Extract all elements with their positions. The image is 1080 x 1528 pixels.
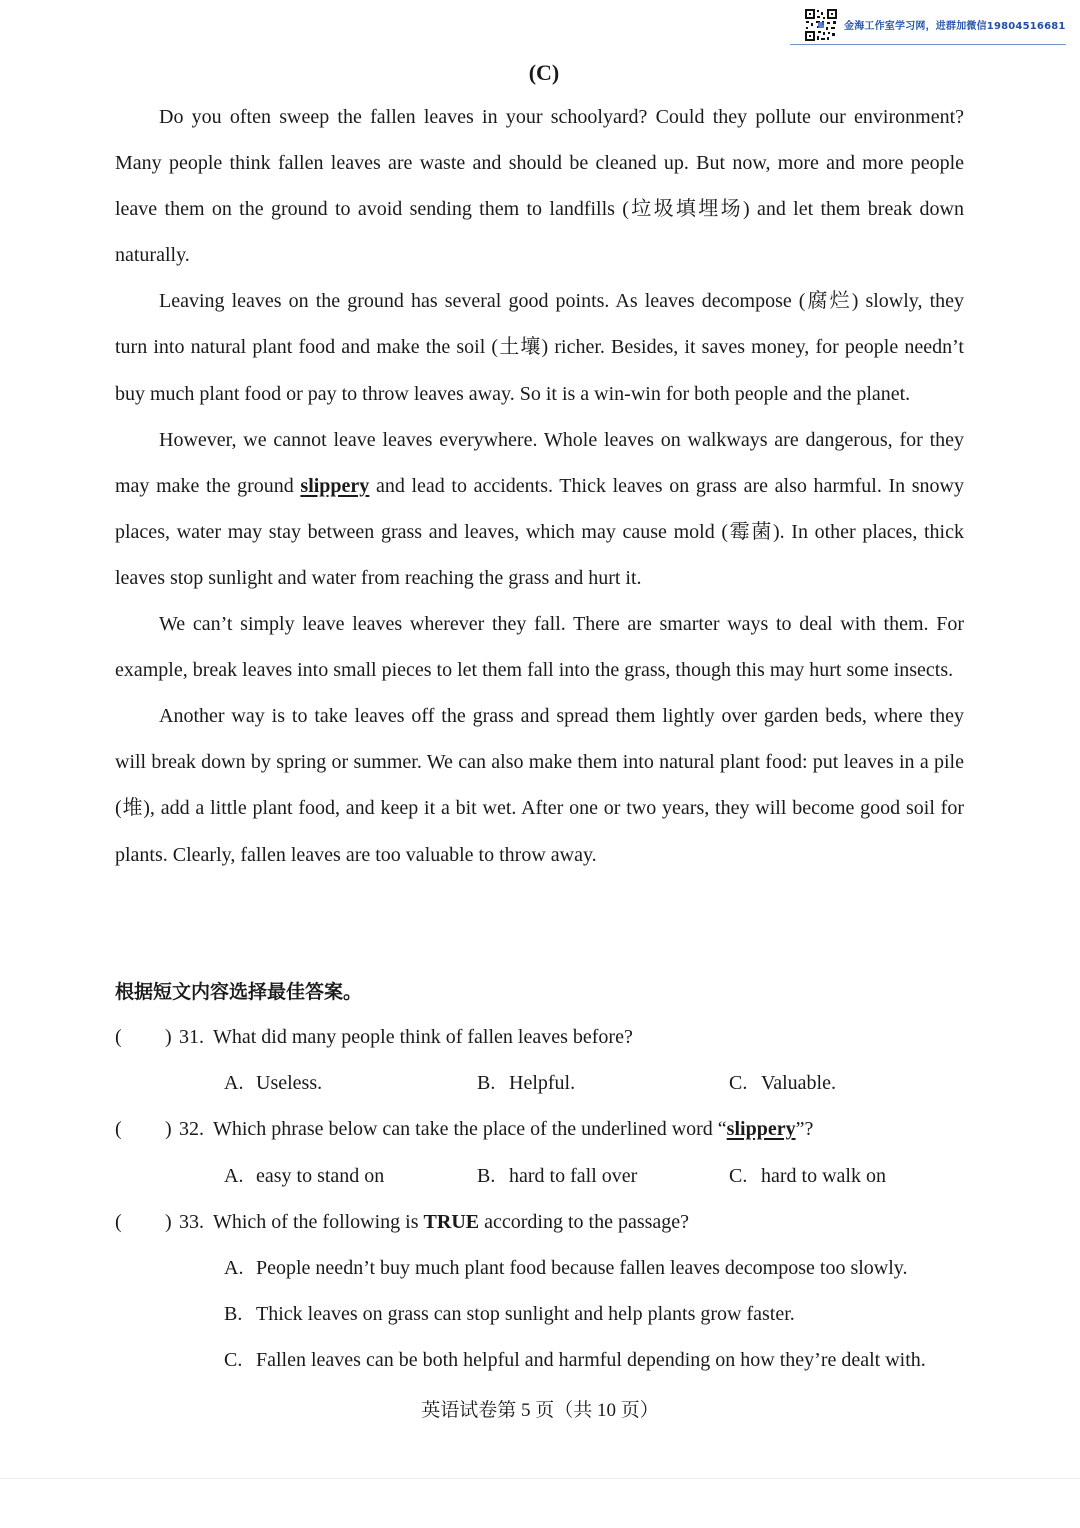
- q33-option-a: [224, 1253, 907, 1283]
- option-letter: A.: [224, 1165, 244, 1187]
- option-letter: B.: [224, 1303, 243, 1325]
- page-bottom-edge: [0, 1478, 1080, 1479]
- q33-option-c: [224, 1345, 926, 1375]
- passage-paragraph-1: Do you often sweep the fallen leaves in your schoolyard? Could they pollute our environment? Many people think fallen leaves are waste and should be cleaned up. But now, more and more people leave them on the ground to avoid sending them to landfills (垃圾填埋场) and let them break down naturally.: [115, 106, 964, 267]
- q31-option-a: [224, 1068, 322, 1098]
- answer-bracket-close: ): [165, 1026, 172, 1048]
- option-letter: B.: [477, 1165, 496, 1187]
- answer-bracket-close: ): [165, 1211, 172, 1233]
- answer-bracket-open: (: [115, 1118, 122, 1140]
- answer-bracket-open: (: [115, 1211, 122, 1233]
- emphasized-word: TRUE: [423, 1211, 480, 1233]
- paragraph-3-text-before: However, we cannot leave leaves everywhere. Whole leaves on walkways are dangerous, for they may make the ground: [115, 428, 964, 497]
- option-letter: A.: [224, 1072, 244, 1094]
- option-letter: C.: [729, 1165, 748, 1187]
- q33-option-b: [224, 1299, 795, 1329]
- passage-paragraph-4: We can’t simply leave leaves wherever they fall. There are smarter ways to deal with them. For example, break leaves into small pieces to let them fall into the grass, though this may hurt some insects.: [115, 613, 964, 682]
- paragraph-3-text-after: and lead to accidents. Thick leaves on grass are also harmful. In snowy places, water may stay between grass and leaves, which may cause mold (霉菌). In other places, thick leaves stop sunlight and water from reaching the grass and hurt it.: [115, 474, 964, 589]
- question-text: [213, 1114, 813, 1144]
- question-text-before: Which of the following is: [213, 1211, 424, 1233]
- qr-code-icon: [804, 8, 838, 42]
- option-letter: A.: [224, 1257, 244, 1279]
- option-text: Thick leaves on grass can stop sunlight and help plants grow faster.: [256, 1303, 795, 1325]
- option-letter: C.: [729, 1072, 748, 1094]
- underlined-word: slippery: [300, 474, 370, 497]
- passage-paragraph-2: Leaving leaves on the ground has several good points. As leaves decompose (腐烂) slowly, they turn into natural plant food and make the soil (土壤) richer. Besides, it saves money, for people needn’t buy much plant food or pay to throw leaves away. So it is a win-win for both people and the planet.: [115, 290, 964, 405]
- header-stamp: [804, 6, 1064, 46]
- answer-bracket-close: ): [165, 1118, 172, 1140]
- underlined-word: slippery: [726, 1118, 796, 1140]
- question-text-after: ”?: [795, 1118, 814, 1140]
- passage-paragraph-3: [115, 417, 964, 601]
- q32-option-c: [729, 1161, 886, 1191]
- reading-passage: [115, 94, 964, 878]
- question-number: 31.: [179, 1026, 204, 1048]
- q31-option-b: [477, 1068, 575, 1098]
- header-stamp-text: 金海工作室学习网，进群加微信19804516681: [844, 21, 1066, 32]
- q32-option-b: [477, 1161, 637, 1191]
- header-divider: [790, 44, 1066, 45]
- passage-paragraph-5: Another way is to take leaves off the grass and spread them lightly over garden beds, where they will break down by spring or summer. We can also make them into natural plant food: put leaves in a pile (堆), add a little plant food, and keep it a bit wet. After one or two years, they will become good soil for plants. Clearly, fallen leaves are too valuable to throw away.: [115, 705, 964, 866]
- answer-bracket-open: (: [115, 1026, 122, 1048]
- option-text: hard to walk on: [761, 1165, 886, 1187]
- option-text: Fallen leaves can be both helpful and harmful depending on how they’re dealt with.: [256, 1349, 926, 1371]
- question-text: [213, 1207, 689, 1237]
- question-instruction: 根据短文内容选择最佳答案。: [115, 981, 363, 1003]
- question-text: What did many people think of fallen leaves before?: [213, 1026, 633, 1048]
- option-text: Useless.: [256, 1072, 323, 1094]
- option-text: Helpful.: [509, 1072, 576, 1094]
- option-text: hard to fall over: [509, 1165, 638, 1187]
- option-letter: C.: [224, 1349, 243, 1371]
- question-number: 33.: [179, 1211, 204, 1233]
- question-text-after: according to the passage?: [479, 1211, 690, 1233]
- q31-option-c: [729, 1068, 836, 1098]
- q32-option-a: [224, 1161, 384, 1191]
- question-text-before: Which phrase below can take the place of the underlined word “: [213, 1118, 727, 1140]
- option-text: easy to stand on: [256, 1165, 385, 1187]
- question-number: 32.: [179, 1118, 204, 1140]
- option-text: Valuable.: [761, 1072, 836, 1094]
- section-heading: (C): [528, 60, 560, 85]
- option-text: People needn’t buy much plant food because fallen leaves decompose too slowly.: [256, 1257, 908, 1279]
- option-letter: B.: [477, 1072, 496, 1094]
- page-footer: 英语试卷第 5 页（共 10 页）: [421, 1400, 659, 1421]
